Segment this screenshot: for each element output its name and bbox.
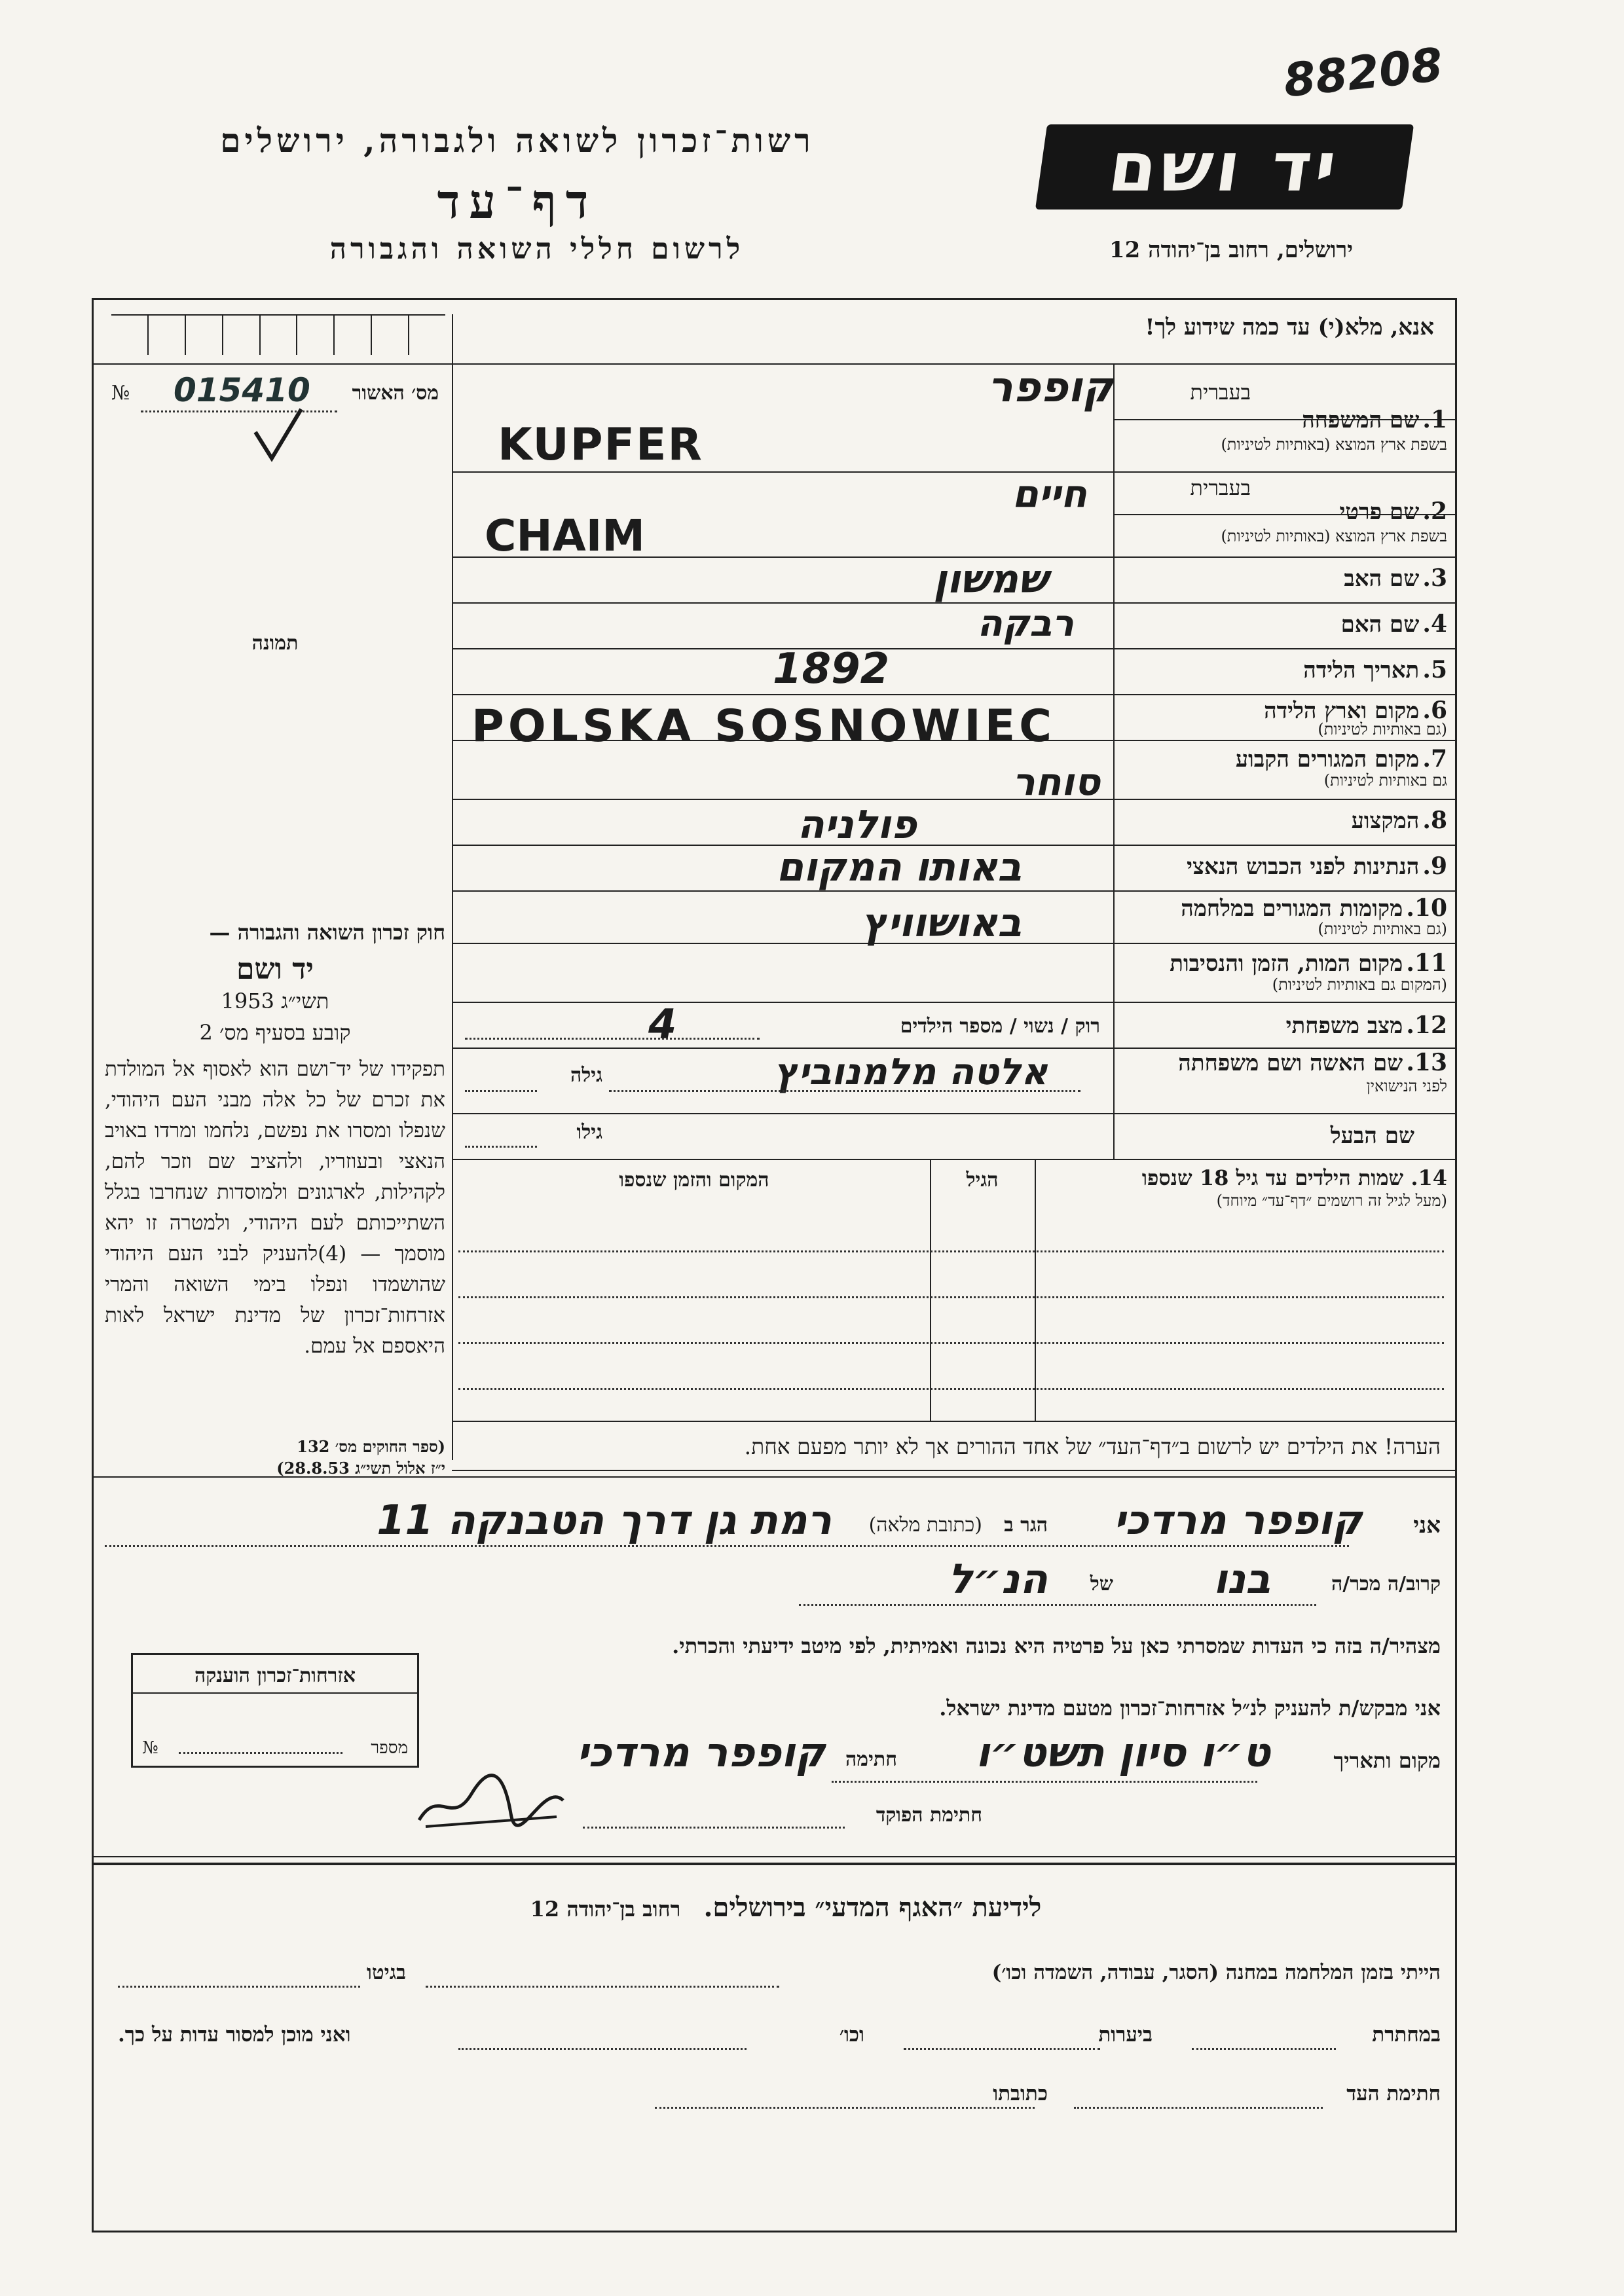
checkmark-scribble [249,406,308,465]
law-clause: קובע בסעיף מס׳ 2 [199,1020,351,1045]
field-4-label-text: שם האם [1340,611,1420,638]
citizenship-number-symbol: № [142,1738,158,1758]
field-11-label [1120,949,1447,977]
field-11-label-text: מקום המות, הזמן והנסיבות [1170,951,1403,977]
field-10-num: 10. [1406,894,1447,922]
declarant-address-label: (כתובת מלאה) [868,1514,982,1537]
field-12-options: רוק / נשוי / מספר הילדים [900,1015,1100,1038]
declarant-name: קופפר מרדכי [1113,1496,1362,1544]
field-9-label [1120,852,1447,880]
field-4-value: רבקה [977,602,1074,645]
field-1-value-hebrew: קופפר [987,363,1113,412]
place-date-label: מקום ותאריך [1333,1748,1441,1773]
field-9-label-text: הנתינות לפני הכבוש הנאצי [1187,854,1420,880]
field-5-label [1120,656,1447,683]
bottom-line-3-b: כתובתו [993,2082,1048,2105]
field-4-label [1120,610,1447,638]
reference-number: 88208 [1281,37,1446,108]
field-3-value: שמשון [933,556,1048,602]
field-12-num: 12. [1406,1011,1447,1039]
field-4-num: 4. [1422,610,1447,638]
clerk-label: חתימת הפוקד [876,1804,982,1827]
declaration-text: מצהיר/ה בזה כי העדות שמסרתי כאן על פרטיה היא נכונה ואמיתית, לפי מיטב ידיעתי והכרתי. [672,1633,1441,1658]
children-col-place: המקום והזמן שנספו [619,1169,769,1192]
field-10-sub: (גם באותיות לטיניות) [1318,920,1447,938]
field-11-num: 11. [1406,949,1447,977]
children-table-sub: (מעל לגיל זה רושמים ״דף־עד״ מיוחד) [1216,1192,1447,1210]
field-1-num: 1. [1422,406,1447,433]
declarant-line-2 [105,1555,1441,1617]
field-5-label-text: תאריך הלידה [1303,657,1420,683]
field-8-value: פולניה [797,802,917,848]
bottom-line-2-d: ואני מוכן למסור עדות על כך. [118,2023,351,2047]
header-address: ירושלים, רחוב בן־יהודה 12 [1109,237,1354,263]
bottom-line-2-b: ביערות [1098,2023,1153,2047]
approval-label: מס׳ האשור [352,382,439,405]
law-name: יד ושם [236,953,314,986]
form-title: דף־עד [437,173,598,229]
field-13-sub: לפני הנישואין [1366,1077,1447,1095]
field-2-value-latin: CHAIM [485,511,645,561]
field-1-tag: בעברית [1190,380,1251,405]
signature-value: קופפר מרדכי [576,1728,825,1776]
bottom-line-1 [118,1961,1441,2000]
field-10-label-text: מקומות המגורים במלחמה [1181,896,1403,922]
field-8-num: 8. [1422,807,1447,834]
field-10-label [1120,894,1447,922]
field-13-label [1120,1049,1447,1076]
bottom-line-1-text: הייתי בזמן המלחמה במחנה (הסגר, עבודה, השמדה וכו׳) [991,1961,1441,1984]
field-2-num: 2. [1422,498,1447,525]
field-3-label-text: שם האב [1344,566,1420,592]
field-6-num: 6. [1422,697,1447,724]
field-10-value: באושוויץ [861,900,1022,946]
field-5-value: 1892 [773,645,890,693]
field-2-value-hebrew: חיים [1012,471,1087,516]
field-3-num: 3. [1422,564,1447,592]
authority-line: רשות־זכרון לשואה ולגבורה, ירושלים [220,121,815,160]
id-boxes [111,314,445,355]
field-1-label-text: שם המשפחה [1302,407,1420,433]
field-8-label-text: המקצוע [1351,808,1420,834]
place-date-value: ט״ו סיון תשט״ו [976,1728,1270,1776]
declarant-line-1 [105,1496,1441,1558]
bottom-line-2-a: במחתרת [1372,2023,1441,2047]
declarant-i-label: אני [1413,1512,1441,1539]
citizenship-number-label: מספר [371,1738,408,1758]
bottom-line-3 [118,2082,1441,2121]
field-7-value: סוחר [1012,759,1100,804]
citizenship-title: אזרחות־זכרון הוענקה [133,1655,417,1694]
field-13-label-text: שם האשה ושם משפחתה [1178,1050,1403,1076]
approval-no-symbol: № [111,382,130,405]
declarant-line-3 [419,1728,1441,1794]
law-year-hebrew [105,989,445,1013]
law-year-hebrew-text: תשי״ג [281,989,329,1013]
declarant-address: רמת גן דרך הטבנקה 11 [377,1496,832,1544]
field-12-label [1120,1011,1447,1039]
field-2-sub: בשפת ארץ המוצא (באותיות לטיניות) [1221,527,1447,545]
field-9-num: 9. [1422,852,1447,880]
field-3-label [1120,564,1447,592]
bottom-line-2 [118,2023,1441,2062]
citizenship-box [131,1653,419,1768]
yad-vashem-logo [1035,124,1414,210]
relation-value: בנו [1213,1555,1270,1603]
field-6-sub: (גם באותיות לטיניות) [1318,720,1447,738]
field-1-sub: בשפת ארץ המוצא (באותיות לטיניות) [1221,435,1447,454]
field-7-label-text: מקום המגורים הקבוע [1235,746,1420,773]
field-7-label [1120,745,1447,773]
signature-label: חתימה [845,1748,897,1771]
of-label: של [1090,1573,1113,1595]
request-text: אני מבקש/ת להעניק לנ״ל אזרחות־זכרון מטעם מדינת ישראל. [939,1696,1441,1721]
bottom-title-row [393,1892,1179,1923]
field-11-sub: (המקום גם באותיות לטיניות) [1272,975,1447,994]
form-subtitle: לרשום חללי השואה והגבורה [329,232,745,266]
field-7-sub: גם באותיות לטיניות) [1323,771,1447,790]
field-7-num: 7. [1422,745,1447,773]
approval-value: 015410 [174,371,310,409]
field-13-value: אלטה מלמנוביץ [774,1051,1048,1093]
photo-label: תמונה [251,632,299,655]
bottom-title: לידיעת ״האגף המדעי״ בירושלים. [703,1892,1042,1923]
field-2-label [1120,498,1447,525]
field-1-label [1120,406,1447,433]
field-8-label [1120,807,1447,834]
field-12-label-text: מצב משפחתי [1285,1013,1403,1039]
field-2-label-text: שם פרטי [1339,499,1420,525]
children-col-age: הגיל [966,1169,999,1192]
clerk-signature-scribble [413,1761,570,1833]
husband-age-label: גילו [576,1121,602,1144]
field-9-value: באותו המקום [776,845,1022,890]
law-year-number: 1953 [221,989,274,1013]
law-date: י״ז אלול תשי״ג 28.8.53) [276,1459,445,1478]
husband-label: שם הבעל [1330,1123,1414,1149]
declarant-resides-label: הגר ב [1004,1514,1048,1537]
children-note: הערה! את הילדים יש לרשום ב״דף־העד״ של אחד ההורים אך לא יותר מפעם אחת. [744,1434,1441,1459]
field-1-value-latin: KUPFER [498,419,703,471]
bottom-address: רחוב בן־יהודה 12 [530,1897,681,1922]
bottom-line-1-end: בגיטו [367,1961,406,1984]
intro-text: אנא, מלא(י) עד כמה שידוע לך! [1145,314,1434,340]
children-table [452,1159,1457,1421]
of-value: הנ״ל [948,1555,1048,1603]
children-table-label: 14. שמות הילדים עד גיל 18 שנספו [1141,1165,1447,1190]
field-6-value: POLSKA SOSNOWIEC [471,701,1056,752]
field-2-tag: בעברית [1190,475,1251,500]
field-5-num: 5. [1422,656,1447,683]
field-13-num: 13. [1406,1049,1447,1076]
field-13-age-label: גילה [570,1064,602,1087]
law-source: (ספר החוקים מס׳ 132 [297,1437,445,1456]
logo-text: יד ושם [1103,127,1346,207]
field-6-label-text: מקום וארץ הלידה [1264,698,1420,724]
bottom-line-2-c: וכו׳ [839,2023,864,2047]
law-title: חוק זכרון השואה והגבורה — [209,920,445,945]
relation-label: קרוב/ה מכר/ה [1331,1573,1441,1595]
field-12-value: 4 [648,1000,677,1048]
bottom-line-3-a: חתימת העד [1346,2082,1441,2105]
law-text: תפקידו של יד־ושם הוא לאסוף אל המולדת את זכרם של כל אלה מבני העם היהודי, שנפלו ומסרו את נפשם, נלחמו ומרדו באויב הנאצי ובעוזריו, ולהציב שם וזכר להם, לקהילות, לארגונים ולמוסדות שנחרבו בגלל השתייכותם לעם היהודי, ולמטרה זו יהא מוסמך — (4)להעניק לבני העם היהודי שהושמדו ונפלו בימי השואה והמרי אזרחות־זכרון של מדינת ישראל לאות היאספם אל עמם. [105,1057,445,1358]
